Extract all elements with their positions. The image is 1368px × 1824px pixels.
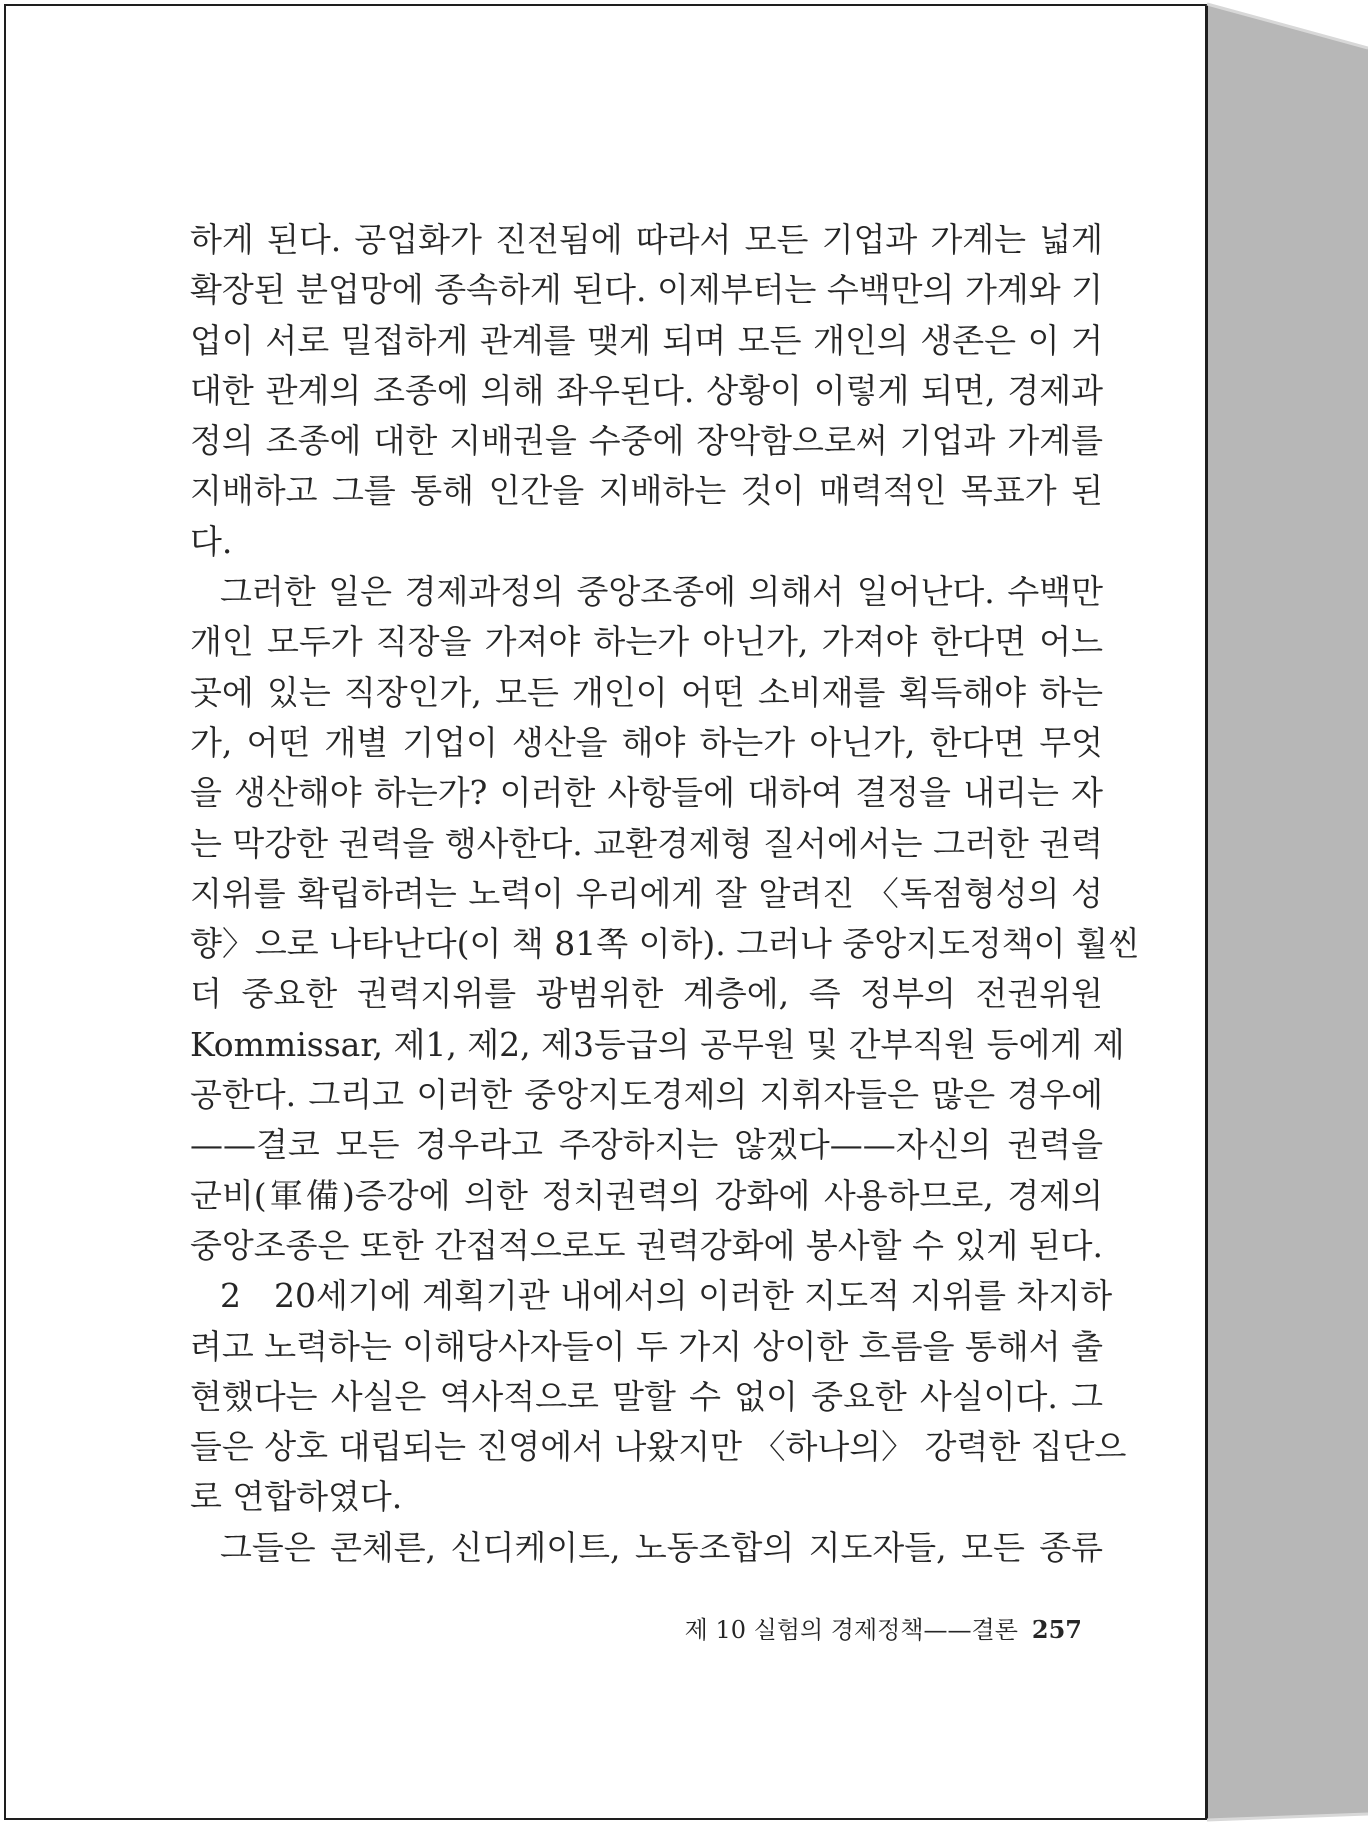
text-line: 려고 노력하는 이해당사자들이 두 가지 상이한 흐름을 통해서 출 <box>190 1326 1103 1366</box>
text-line: 대한 관계의 조종에 의해 좌우된다. 상황이 이렇게 되면, 경제과 <box>190 370 1103 410</box>
text-line: 그들은 콘체른, 신디케이트, 노동조합의 지도자들, 모든 종류 <box>220 1527 1103 1567</box>
text-line: 개인 모두가 직장을 가져야 하는가 아닌가, 가져야 한다면 어느 <box>190 622 1103 662</box>
body-text <box>190 215 1140 1573</box>
running-footer <box>685 1610 1082 1645</box>
text-line: 들은 상호 대립되는 진영에서 나왔지만 〈하나의〉 강력한 집단으 <box>190 1427 1127 1467</box>
text-line: 지위를 확립하려는 노력이 우리에게 잘 알려진 〈독점형성의 성 <box>190 873 1103 913</box>
text-line: 중앙조종은 또한 간접적으로도 권력강화에 봉사할 수 있게 된다. <box>190 1225 1103 1265</box>
text-line: 향〉으로 나타난다(이 책 81쪽 이하). 그러나 중앙지도정책이 훨씬 <box>190 924 1140 964</box>
section-number-line: 2 20세기에 계획기관 내에서의 이러한 지도적 지위를 차지하 <box>220 1276 1113 1316</box>
text-line: Kommissar, 제1, 제2, 제3등급의 공무원 및 간부직원 등에게 제 <box>190 1024 1125 1064</box>
chapter-title: 제 10 실험의 경제정책——결론 <box>684 1616 1018 1644</box>
text-line: 그러한 일은 경제과정의 중앙조종에 의해서 일어난다. 수백만 <box>220 572 1103 612</box>
text-line: 공한다. 그리고 이러한 중앙지도경제의 지휘자들은 많은 경우에 <box>190 1075 1103 1115</box>
text-line: 현했다는 사실은 역사적으로 말할 수 없이 중요한 사실이다. 그 <box>190 1376 1103 1416</box>
text-line: 가, 어떤 개별 기업이 생산을 해야 하는가 아닌가, 한다면 무엇 <box>190 722 1103 762</box>
text-line: 로 연합하였다. <box>190 1477 403 1517</box>
text-line: 확장된 분업망에 종속하게 된다. 이제부터는 수백만의 가계와 기 <box>190 270 1103 310</box>
text-line: 더 중요한 권력지위를 광범위한 계층에, 즉 정부의 전권위원 <box>190 974 1103 1014</box>
text-line: 곳에 있는 직장인가, 모든 개인이 어떤 소비재를 획득해야 하는 <box>190 672 1103 712</box>
text-line: 을 생산해야 하는가? 이러한 사항들에 대하여 결정을 내리는 자 <box>190 773 1103 813</box>
text-line: 는 막강한 권력을 행사한다. 교환경제형 질서에서는 그러한 권력 <box>190 823 1103 863</box>
text-line: 지배하고 그를 통해 인간을 지배하는 것이 매력적인 목표가 된 <box>190 471 1103 511</box>
text-line: 하게 된다. 공업화가 진전됨에 따라서 모든 기업과 가계는 넓게 <box>190 220 1103 259</box>
page-number: 257 <box>1031 1615 1082 1644</box>
text-line: 업이 서로 밀접하게 관계를 맺게 되며 모든 개인의 생존은 이 거 <box>190 320 1103 360</box>
text-line: 군비(軍備)증강에 의한 정치권력의 강화에 사용하므로, 경제의 <box>190 1175 1103 1215</box>
text-line: 다. <box>190 521 233 561</box>
text-line: 정의 조종에 대한 지배권을 수중에 장악함으로써 기업과 가계를 <box>190 421 1103 461</box>
text-line: ——결코 모든 경우라고 주장하지는 않겠다——자신의 권력을 <box>190 1125 1103 1165</box>
